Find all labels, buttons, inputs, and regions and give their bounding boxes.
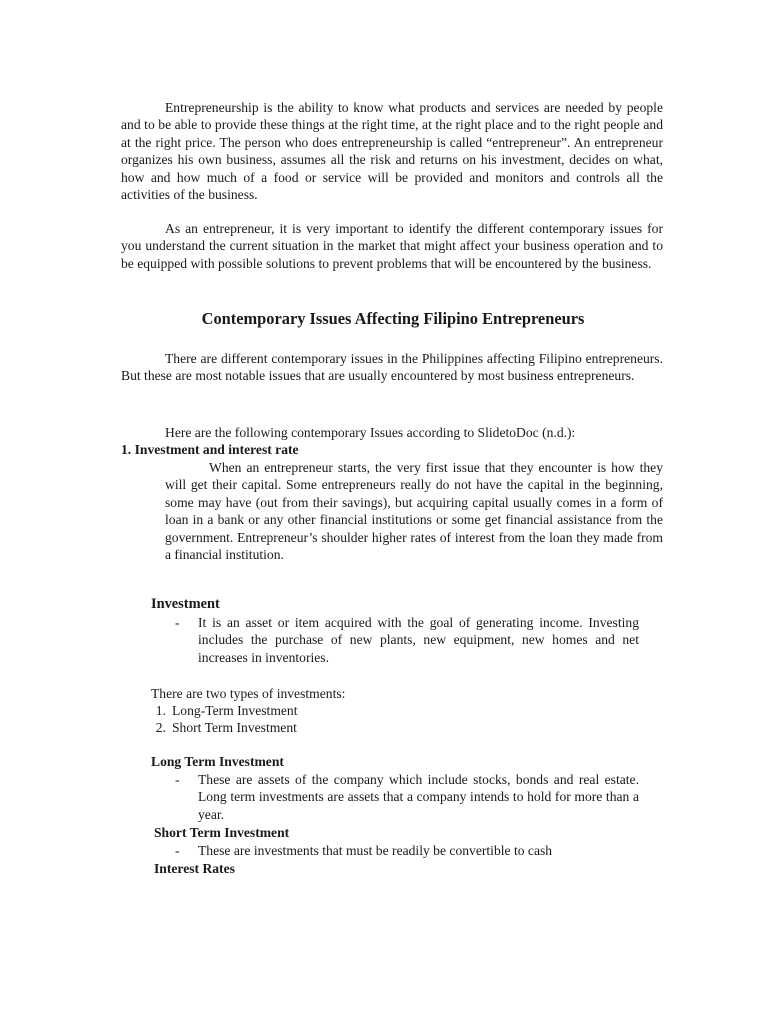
list-label: Long-Term Investment <box>172 703 298 718</box>
issues-intro-paragraph: There are different contemporary issues in the Philippines affecting Filipino entrepreneurs. But these are most notable issues that are usually encountered by most business entrepreneurs. <box>121 351 663 384</box>
list-number: 2. <box>155 720 166 736</box>
investment-definition-text: It is an asset or item acquired with the goal of generating income. Investing includes the purchase of new plants, new equipment, new homes and net increases in inventories. <box>198 615 639 665</box>
investment-types-list <box>138 702 298 737</box>
short-term-definition-text: These are investments that must be readily be convertible to cash <box>198 843 553 858</box>
document-title: Contemporary Issues Affecting Filipino Entrepreneurs <box>201 309 585 328</box>
investment-definition <box>151 614 639 666</box>
long-term-definition-text: These are assets of the company which include stocks, bonds and real estate. Long term investments are assets that a company intends to hold for more than a year. <box>198 772 639 822</box>
section-heading-investment-interest: 1. Investment and interest rate <box>121 442 299 457</box>
dash-bullet: - <box>175 615 180 630</box>
dash-bullet: - <box>175 843 180 858</box>
short-term-definition <box>151 842 639 859</box>
list-item <box>138 702 298 719</box>
intro-paragraph-2: As an entrepreneur, it is very important to identify the different contemporary issues for you understand the current situation in the market that might affect your business operation and to be equipped with possible solutions to prevent problems that will be encountered by the business. <box>121 221 663 271</box>
long-term-investment-heading: Long Term Investment <box>151 754 284 769</box>
long-term-definition <box>151 771 639 823</box>
interest-rates-heading: Interest Rates <box>154 861 235 876</box>
intro-paragraph-1: Entrepreneurship is the ability to know what products and services are needed by people and to be able to provide these things at the right time, at the right place and to the right people and at the right price. The person who does entrepreneurship is called “entrepreneur”. An entrepreneur organizes his own business, assumes all the risk and returns on his investment, decides on what, how and how much of a food or service will be provided and monitors and controls all the activities of the business. <box>121 100 663 203</box>
source-paragraph: Here are the following contemporary Issues according to SlidetoDoc (n.d.): <box>165 425 576 440</box>
list-label: Short Term Investment <box>172 720 297 736</box>
investment-interest-paragraph: When an entrepreneur starts, the very first issue that they encounter is how they will get their capital. Some entrepreneurs really do not have the capital in the beginning, some may have (out from their savings), but acquiring capital usually comes in a form of loan in a bank or any other financial institutions or some get financial assistance from the government. Entrepreneur’s shoulder higher rates of interest from the loan they made from a financial institution. <box>165 460 663 563</box>
short-term-investment-heading: Short Term Investment <box>154 825 290 840</box>
investment-heading: Investment <box>151 596 220 612</box>
investment-types-intro: There are two types of investments: <box>151 686 346 701</box>
dash-bullet: - <box>175 772 180 787</box>
list-item <box>138 719 298 736</box>
list-number: 1. <box>155 703 166 718</box>
